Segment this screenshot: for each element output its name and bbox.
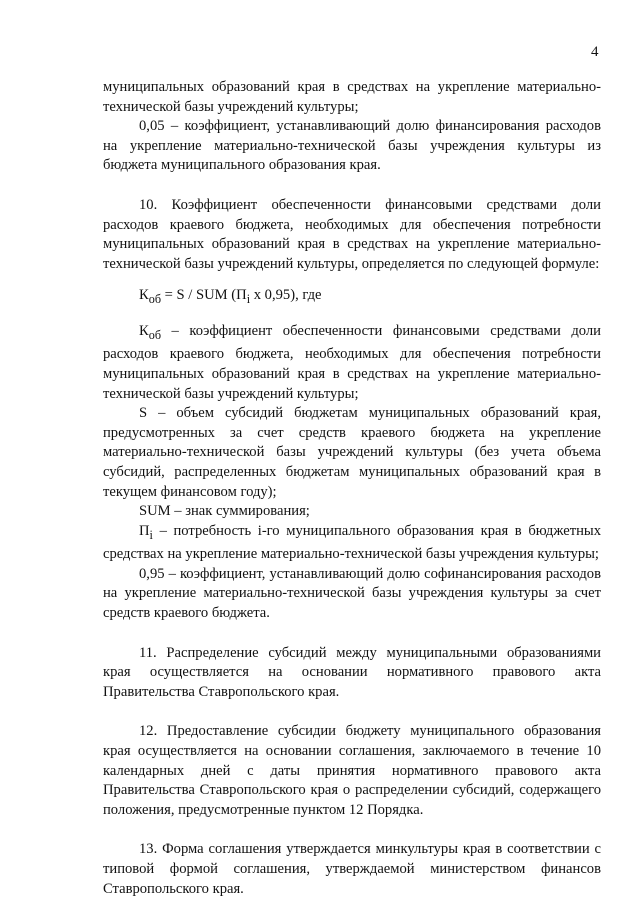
- p-subscript: i: [149, 527, 153, 542]
- formula-k-subscript: об: [148, 292, 161, 307]
- paragraph-11: 11. Распределение субсидий между муниципальными образованиями края осуществляется на основании нормативного правового акта Правительства Ставропольского края.: [103, 644, 601, 700]
- paragraph-sum-definition: SUM – знак суммирования;: [139, 503, 310, 520]
- paragraph-13: 13. Форма соглашения утверждается минкультуры края в соответствии с типовой формой соглашения, утверждаемой министерством финансов Ставропольского края.: [103, 841, 601, 897]
- document-body: [103, 78, 601, 899]
- paragraph-continuation: муниципальных образований края в средствах на укрепление материально-технической базы учреждений культуры;: [103, 79, 601, 115]
- paragraph-p-definition: [103, 522, 601, 565]
- paragraph-coefficient-095: 0,95 – коэффициент, устанавливающий долю софинансирования расходов на укрепление материально-технической базы учреждения культуры за счет средств краевого бюджета.: [103, 565, 601, 621]
- paragraph-s-definition: S – объем субсидий бюджетам муниципальных образований края, предусмотренных за счет средств краевого бюджета на укрепление материально-технической базы учреждений культуры (без учета объема субсидий, распределенных бюджетам муниципальных образований края в текущем финансовом году);: [103, 405, 601, 500]
- paragraph-12: 12. Предоставление субсидии бюджету муниципального образования края осуществляется на основании соглашения, заключаемого в течение 10 календарных дней с даты принятия нормативного правового акта Правительства Ставропольского края о распределении субсидий, содержащего положения, предусмотренные пунктом 12 Порядка.: [103, 723, 601, 818]
- formula-part-a: = S / SUM (П: [161, 287, 247, 304]
- p-symbol: П: [139, 522, 150, 539]
- p-definition-text: – потребность i-го муниципального образования края в бюджетных средствах на укрепление материально-технической базы учреждения культуры;: [103, 522, 601, 563]
- paragraph-coefficient-005: 0,05 – коэффициент, устанавливающий долю финансирования расходов на укрепление материально-технической базы учреждения культуры из бюджета муниципального образования края.: [103, 118, 601, 174]
- formula-k: К: [139, 287, 149, 304]
- formula-part-b: х 0,95), где: [250, 287, 322, 304]
- paragraph-10: 10. Коэффициент обеспеченности финансовыми средствами доли расходов краевого бюджета, необходимых для обеспечения потребности муниципальных образований края в средствах на укрепление материально-технической базы учреждений культуры, определяется по следующей формуле:: [103, 196, 601, 272]
- formula: [103, 286, 601, 310]
- k-subscript: об: [148, 327, 161, 342]
- k-definition-text: – коэффициент обеспеченности финансовыми средствами доли расходов краевого бюджета, необходимых для обеспечения потребности муниципальных образований края в средствах на укрепление материально-технической базы учреждений культуры;: [103, 322, 601, 402]
- formula-i-subscript: i: [246, 292, 251, 307]
- k-symbol: К: [139, 322, 149, 339]
- paragraph-k-definition: [103, 322, 601, 404]
- page-number: 4: [591, 44, 599, 60]
